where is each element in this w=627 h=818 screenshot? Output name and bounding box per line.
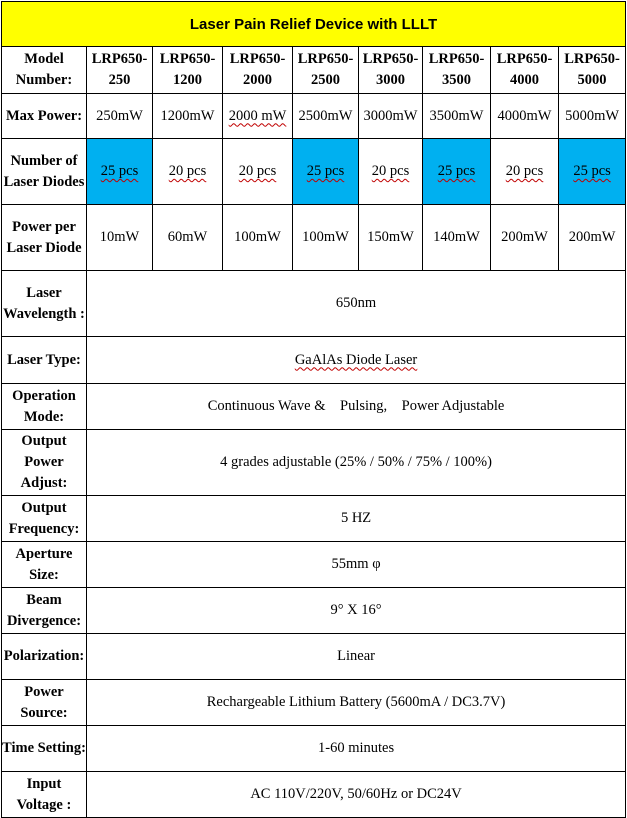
max-power-cell: 5000mW — [559, 94, 626, 139]
diode-count-cell — [559, 139, 626, 205]
spec-value: 4 grades adjustable (25% / 50% / 75% / 100%) — [87, 430, 626, 496]
max-power-cell — [223, 94, 293, 139]
power-per-diode-label: Power per Laser Diode — [2, 205, 87, 271]
spec-row — [2, 271, 626, 337]
spec-value: Continuous Wave & Pulsing, Power Adjustable — [87, 384, 626, 430]
model-cell: LRP650-2500 — [293, 47, 359, 94]
max-power-row — [2, 94, 626, 139]
diode-count-cell — [87, 139, 153, 205]
spec-row — [2, 430, 626, 496]
spec-value: Rechargeable Lithium Battery (5600mA / DC3.7V) — [87, 680, 626, 726]
spec-value: 9° X 16° — [87, 588, 626, 634]
table-title: Laser Pain Relief Device with LLLT — [2, 2, 626, 47]
spec-label: Operation Mode: — [2, 384, 87, 430]
power-per-diode-row — [2, 205, 626, 271]
spec-row — [2, 496, 626, 542]
max-power-cell: 4000mW — [491, 94, 559, 139]
model-row — [2, 47, 626, 94]
spec-label: Output Frequency: — [2, 496, 87, 542]
spec-row — [2, 337, 626, 384]
diode-count-value: 20 pcs — [371, 163, 410, 179]
power-per-diode-cell: 100mW — [293, 205, 359, 271]
spec-label: Input Voltage : — [2, 772, 87, 818]
max-power-label: Max Power: — [2, 94, 87, 139]
power-per-diode-cell: 10mW — [87, 205, 153, 271]
diode-count-value: 25 pcs — [100, 163, 139, 179]
model-cell: LRP650-4000 — [491, 47, 559, 94]
diode-count-value: 25 pcs — [306, 163, 345, 179]
diode-count-value: 20 pcs — [168, 163, 207, 179]
power-per-diode-cell: 200mW — [559, 205, 626, 271]
spec-row — [2, 772, 626, 818]
spec-table — [1, 1, 626, 818]
diode-count-value: 20 pcs — [238, 163, 277, 179]
spec-label: Time Setting: — [2, 726, 87, 772]
diode-count-value: 25 pcs — [437, 163, 476, 179]
power-per-diode-cell: 140mW — [423, 205, 491, 271]
max-power-cell: 250mW — [87, 94, 153, 139]
max-power-cell: 3500mW — [423, 94, 491, 139]
spec-label: Power Source: — [2, 680, 87, 726]
power-per-diode-cell: 150mW — [359, 205, 423, 271]
power-per-diode-cell: 60mW — [153, 205, 223, 271]
model-cell: LRP650-1200 — [153, 47, 223, 94]
spec-row — [2, 680, 626, 726]
diode-count-value: 20 pcs — [505, 163, 544, 179]
diodes-row — [2, 139, 626, 205]
diode-count-cell — [293, 139, 359, 205]
spec-row — [2, 384, 626, 430]
max-power-cell: 3000mW — [359, 94, 423, 139]
power-per-diode-cell: 100mW — [223, 205, 293, 271]
max-power-value: 2000 mW — [228, 107, 287, 124]
spec-row — [2, 542, 626, 588]
spec-row — [2, 726, 626, 772]
model-number-label: Model Number: — [2, 47, 87, 94]
spec-value: 650nm — [87, 271, 626, 337]
spec-label: Beam Divergence: — [2, 588, 87, 634]
diode-count-cell — [423, 139, 491, 205]
spec-value — [87, 337, 626, 384]
spec-value: AC 110V/220V, 50/60Hz or DC24V — [87, 772, 626, 818]
diode-count-cell — [153, 139, 223, 205]
spec-value: Linear — [87, 634, 626, 680]
spec-value: 5 HZ — [87, 496, 626, 542]
model-cell: LRP650-250 — [87, 47, 153, 94]
spec-value: 55mm φ — [87, 542, 626, 588]
model-cell: LRP650-3000 — [359, 47, 423, 94]
model-cell: LRP650-2000 — [223, 47, 293, 94]
spec-label: Polarization: — [2, 634, 87, 680]
spec-value: 1-60 minutes — [87, 726, 626, 772]
spec-label: Laser Type: — [2, 337, 87, 384]
laser-diodes-label: Number of Laser Diodes — [2, 139, 87, 205]
diode-count-cell — [359, 139, 423, 205]
power-per-diode-cell: 200mW — [491, 205, 559, 271]
max-power-cell: 2500mW — [293, 94, 359, 139]
spec-row — [2, 588, 626, 634]
spec-label: Aperture Size: — [2, 542, 87, 588]
diode-count-value: 25 pcs — [573, 163, 611, 179]
max-power-cell: 1200mW — [153, 94, 223, 139]
laser-type-value: GaAlAs Diode Laser — [294, 351, 418, 368]
spec-row — [2, 634, 626, 680]
title-row — [2, 2, 626, 47]
model-cell: LRP650-5000 — [559, 47, 626, 94]
spec-label: Output Power Adjust: — [2, 430, 87, 496]
model-cell: LRP650-3500 — [423, 47, 491, 94]
spec-label: Laser Wavelength : — [2, 271, 87, 337]
diode-count-cell — [223, 139, 293, 205]
diode-count-cell — [491, 139, 559, 205]
